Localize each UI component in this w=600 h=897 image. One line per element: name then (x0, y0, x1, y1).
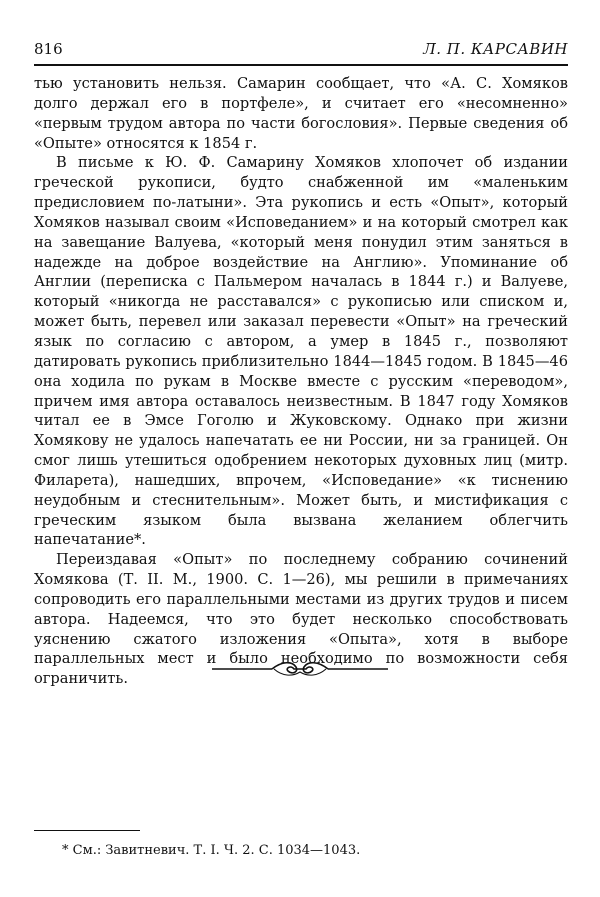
page-number: 816 (34, 40, 63, 58)
body-text (34, 74, 568, 689)
running-title: Л. П. КАРСАВИН (423, 40, 568, 58)
header-rule (34, 64, 568, 66)
paragraph: В письме к Ю. Ф. Самарину Хомяков хлопочет об издании греческой рукописи, будто снабженной им «маленьким предисловием по-латыни». Эта рукопись и есть «Опыт», который Хомяков называл своим «Исповеданием» и на который смотрел как на завещание Валуева, «который меня понудил этим заняться в надежде на доброе воздействие на Англию». Упоминание об Англии (переписка с Пальмером началась в 1844 г.) и Валуеве, который «никогда не расставался» с рукописью или списком и, может быть, перевел или заказал перевести «Опыт» на греческий язык по согласию с автором, а умер в 1845 г., позволяют датировать рукопись приблизительно 1844—1845 годом. В 1845—46 она ходила по рукам в Москве вместе с русским «переводом», причем имя автора оставалось неизвестным. В 1847 году Хомяков читал ее в Эмсе Гоголю и Жуковскому. Однако при жизни Хомякову не удалось напечатать ее ни России, ни за границей. Он смог лишь утешиться одобрением некоторых духовных лиц (митр. Филарета), нашедших, впрочем, «Исповедание» «к тиснению неудобным и стеснительным». Может быть, и мистификация с греческим языком была вызвана желанием облегчить напечатание*. (34, 154, 568, 549)
page-header (34, 40, 568, 62)
footnote-rule (34, 830, 140, 831)
paragraph: Переиздавая «Опыт» по последнему собранию сочинений Хомякова (Т. II. М., 1900. С. 1—26), мы решили в примечаниях сопроводить его параллельными местами из других трудов и писем автора. Надеемся, что это будет несколько способствовать уяснению сжатого изложения «Опыта», хотя в выборе параллельных мест и было необходимо по возможности себя ограничить. (34, 551, 568, 688)
paragraph: тью установить нельзя. Самарин сообщает, что «А. С. Хомяков долго держал его в портфеле», и считает его «несомненно» «первым трудом автора по части богословия». Первые сведения об «Опыте» относятся к 1854 г. (34, 75, 568, 152)
footnote: * См.: Завитневич. Т. I. Ч. 2. С. 1034—1043. (62, 843, 361, 858)
flourish-divider-icon (212, 658, 388, 680)
